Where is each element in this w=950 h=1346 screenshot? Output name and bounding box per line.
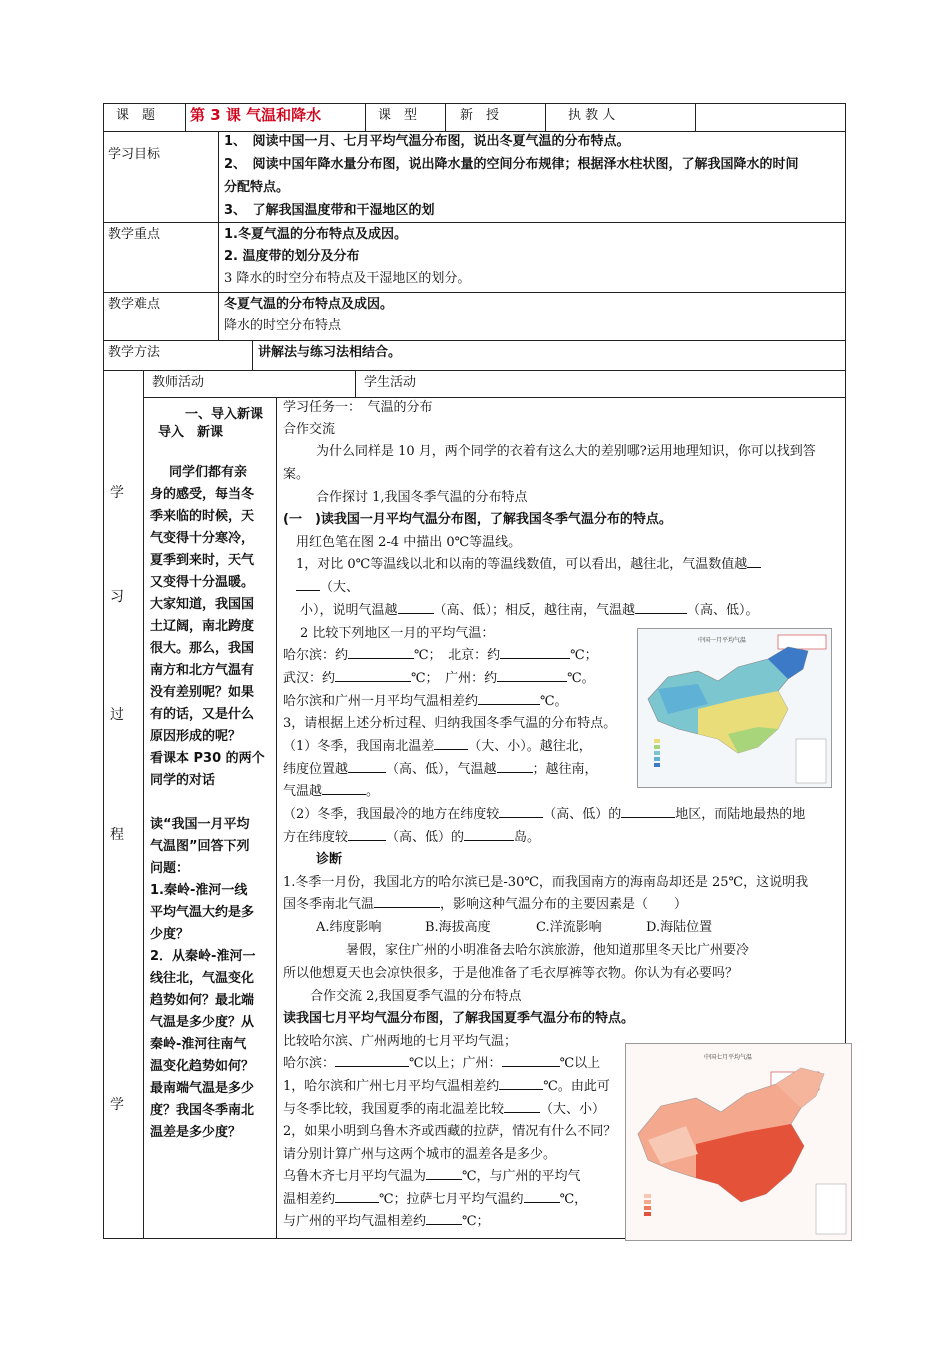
teacher-line: 气变得十分寒冷， — [150, 531, 255, 546]
row-line — [103, 222, 846, 223]
goal-item: 分配特点。 — [224, 180, 290, 195]
col-line — [545, 103, 546, 132]
teacher-line: 夏季到来时，天气 — [150, 553, 255, 568]
label-lesson-type: 课 型 — [378, 108, 418, 123]
intro-question: 为什么同样是 10 月，两个同学的衣着有这么大的差别哪?运用地理知识，你可以找到答 — [316, 444, 816, 459]
teacher-line: 温差是多少度？ — [150, 1125, 242, 1140]
col-line — [252, 340, 253, 371]
col-teacher-header: 教师活动 — [152, 375, 205, 390]
teacher-line: 身的感受，每当冬 — [150, 487, 255, 502]
teacher-line — [150, 444, 268, 462]
row-line — [103, 131, 846, 132]
teacher-line: 度？我国冬季南北 — [150, 1103, 255, 1118]
teacher-line: 气温是多少度？从 — [150, 1015, 255, 1030]
summer-scenario-cont: 所以他想夏天也会凉快很多，于是他准备了毛衣厚裤等衣物。你认为有必要吗？ — [283, 966, 739, 981]
explore-2-title: 合作交流 2,我国夏季气温的分布特点 — [310, 989, 522, 1004]
teacher-line: 南方和北方气温有 — [150, 663, 255, 678]
coop-label: 合作交流 — [283, 422, 336, 437]
label-difficulties: 教学难点 — [108, 297, 161, 312]
jan-row-2: 武汉：约 ℃； 广州：约 ℃。 — [283, 671, 595, 686]
teacher-line: 季来临的时候，天 — [150, 509, 255, 524]
teacher-line: 问题： — [150, 861, 190, 876]
jul-1: 1，哈尔滨和广州七月平均气温相差约 ℃。由此可 — [283, 1079, 610, 1094]
teacher-line: 一、导入新课 — [172, 407, 264, 422]
map-title: 中国七月平均气温 — [704, 1054, 753, 1061]
difficulty-item: 降水的时空分布特点 — [224, 318, 342, 333]
process-label-char: 过 — [110, 707, 124, 723]
china-map-icon — [626, 1044, 851, 1240]
option-c: C.洋流影响 — [536, 920, 602, 935]
teacher-activity — [150, 408, 268, 1144]
compare-jul: 比较哈尔滨、广州两地的七月平均气温； — [283, 1034, 518, 1049]
row-line — [103, 292, 846, 293]
intro-question-end: 案。 — [283, 467, 310, 482]
teacher-line: 气温图”回答下列 — [150, 839, 250, 854]
label-keypoints: 教学重点 — [108, 227, 161, 242]
label-topic: 课 题 — [116, 108, 156, 123]
teacher-line: 1.秦岭-淮河一线 — [150, 883, 248, 898]
difficulty-item: 冬夏气温的分布特点及成因。 — [224, 297, 394, 312]
teacher-line: 导入 新课 — [158, 425, 224, 440]
teacher-line: 读“我国一月平均 — [150, 817, 250, 832]
row-line — [143, 397, 846, 398]
q3-2: （2）冬季，我国最冷的地方在纬度较 （高、低）的 地区，而陆地最热的地 — [283, 807, 806, 822]
label-teacher: 执 教 人 — [568, 108, 616, 123]
row-line — [103, 370, 846, 371]
jan-diff: 哈尔滨和广州一月平均气温相差约 ℃。 — [283, 694, 568, 709]
col-line — [143, 370, 144, 1239]
teacher-line: 同学们都有亲 — [156, 465, 248, 480]
jul-5: 温相差约 ℃；拉萨七月平均气温约 ℃， — [283, 1192, 588, 1207]
china-january-temperature-map — [637, 628, 832, 788]
task-title: 学习任务一： 气温的分布 — [283, 400, 433, 415]
col-line — [355, 370, 356, 398]
col-line — [218, 131, 219, 341]
process-label-char: 程 — [110, 827, 124, 843]
table-border-top — [103, 103, 846, 104]
teacher-line: 温变化趋势如何？ — [150, 1059, 255, 1074]
diagnosis-title: 诊断 — [316, 852, 343, 867]
teacher-line: 2．从秦岭-淮河一 — [150, 949, 256, 964]
teacher-line: 秦岭-淮河往南气 — [150, 1037, 247, 1052]
teacher-line: 平均气温大约是多 — [150, 905, 255, 920]
teacher-line: 很大。那么，我国 — [150, 641, 255, 656]
jul-6: 与广州的平均气温相差约 ℃； — [283, 1214, 490, 1229]
question-1: 1，对比 0℃等温线以北和以南的等温线数值，可以看出，越往北，气温数值越 — [296, 557, 761, 573]
col-line — [365, 103, 366, 132]
teacher-line: 大家知道，我国国 — [150, 597, 255, 612]
teacher-line: 少度？ — [150, 927, 190, 942]
option-a: A.纬度影响 — [316, 920, 382, 935]
jul-row: 哈尔滨： ℃以上；广州： ℃以上 — [283, 1056, 601, 1071]
q3-1-end: 气温越 。 — [283, 784, 380, 799]
teacher-line: 线往北，气温变化 — [150, 971, 255, 986]
q3-1-cont: 纬度位置越 （高、低），气温越 ；越往南， — [283, 762, 598, 777]
jul-1-cont: 与冬季比较，我国夏季的南北温差比较 （大、小） — [283, 1102, 606, 1117]
process-label-char: 学 — [110, 485, 124, 501]
read-jul-instruction: 读我国七月平均气温分布图，了解我国夏季气温分布的特点。 — [283, 1011, 635, 1026]
option-b: B.海拔高度 — [425, 920, 491, 935]
teacher-line: 同学的对话 — [150, 773, 216, 788]
q3-2-cont: 方在纬度较 （高、低）的 岛。 — [283, 830, 541, 845]
diagnosis-1-cont: 国冬季南北气温 ，影响这种气温分布的主要因素是（ ） — [283, 897, 688, 912]
china-map-icon — [638, 629, 831, 787]
teacher-line: 最南端气温是多少 — [150, 1081, 255, 1096]
map-title: 中国一月平均气温 — [698, 637, 747, 644]
question-3: 3，请根据上述分析过程、归纳我国冬季气温的分布特点。 — [283, 716, 617, 731]
jul-2: 2，如果小明到乌鲁木齐或西藏的拉萨，情况有什么不同？ — [283, 1124, 617, 1139]
teacher-line: 又变得十分温暖。 — [150, 575, 255, 590]
jul-3: 请分别计算广州与这两个城市的温差各是多少。 — [283, 1147, 557, 1162]
col-student-header: 学生活动 — [364, 375, 417, 390]
teacher-line: 原因形成的呢？ — [150, 729, 242, 744]
jan-row-1: 哈尔滨：约 ℃； 北京：约 ℃； — [283, 648, 598, 663]
summer-scenario: 暑假，家住广州的小明准备去哈尔滨旅游，他知道那里冬天比广州要冷 — [346, 943, 750, 958]
col-line — [445, 103, 446, 132]
diagnosis-1: 1.冬季一月份，我国北方的哈尔滨已是-30℃，而我国南方的海南岛却还是 25℃，这说明我 — [283, 875, 809, 890]
q3-1: （1）冬季，我国南北温差 （大、小）。越往北， — [283, 739, 592, 754]
jul-4: 乌鲁木齐七月平均气温为 ℃，与广州的平均气 — [283, 1169, 581, 1184]
row-line — [103, 340, 846, 341]
goal-item: 3、 了解我国温度带和干湿地区的划 — [224, 203, 435, 218]
keypoint-item: 3 降水的时空分布特点及干湿地区的划分。 — [224, 271, 471, 286]
read-jan-instruction: (一 )读我国一月平均气温分布图，了解我国冬季气温分布的特点。 — [283, 512, 672, 527]
teacher-line: 有的话，又是什么 — [150, 707, 255, 722]
label-method: 教学方法 — [108, 345, 161, 360]
label-goals: 学习目标 — [108, 147, 161, 162]
teacher-line: 看课本 P30 的两个 — [150, 751, 265, 766]
col-line — [185, 103, 186, 132]
process-label-char: 学 — [110, 1097, 124, 1113]
question-2: 2 比较下列地区一月的平均气温： — [300, 626, 495, 641]
red-pen-instruction: 用红色笔在图 2-4 中描出 0℃等温线。 — [296, 535, 522, 550]
option-d: D.海陆位置 — [646, 920, 713, 935]
method-value: 讲解法与练习法相结合。 — [258, 345, 402, 360]
lesson-type-value: 新 授 — [460, 108, 500, 123]
teacher-line: 土辽阔，南北跨度 — [150, 619, 255, 634]
keypoint-item: 1.冬夏气温的分布特点及成因。 — [224, 227, 407, 242]
col-line — [276, 397, 277, 1239]
lesson-title: 第 3 课 气温和降水 — [190, 106, 322, 124]
process-label-char: 习 — [110, 589, 124, 605]
keypoint-item: 2. 温度带的划分及分布 — [224, 249, 360, 264]
goal-item: 1、 阅读中国一月、七月平均气温分布图，说出冬夏气温的分布特点。 — [224, 134, 630, 149]
explore-title: 合作探讨 1,我国冬季气温的分布特点 — [316, 490, 528, 505]
teacher-line: 没有差别呢？如果 — [150, 685, 255, 700]
teacher-line — [150, 792, 268, 814]
china-july-temperature-map — [625, 1043, 852, 1241]
table-border-left — [103, 103, 104, 1239]
question-1-cont2: 小），说明气温越 （高、低）；相反，越往南，气温越 （高、低）。 — [300, 603, 759, 618]
teacher-line: 趋势如何？最北端 — [150, 993, 255, 1008]
goal-item: 2、 阅读中国年降水量分布图，说出降水量的空间分布规律；根据泽水柱状图，了解我国降水的时间 — [224, 157, 799, 172]
question-1-cont: （大、 — [296, 580, 359, 596]
col-line — [695, 103, 696, 132]
